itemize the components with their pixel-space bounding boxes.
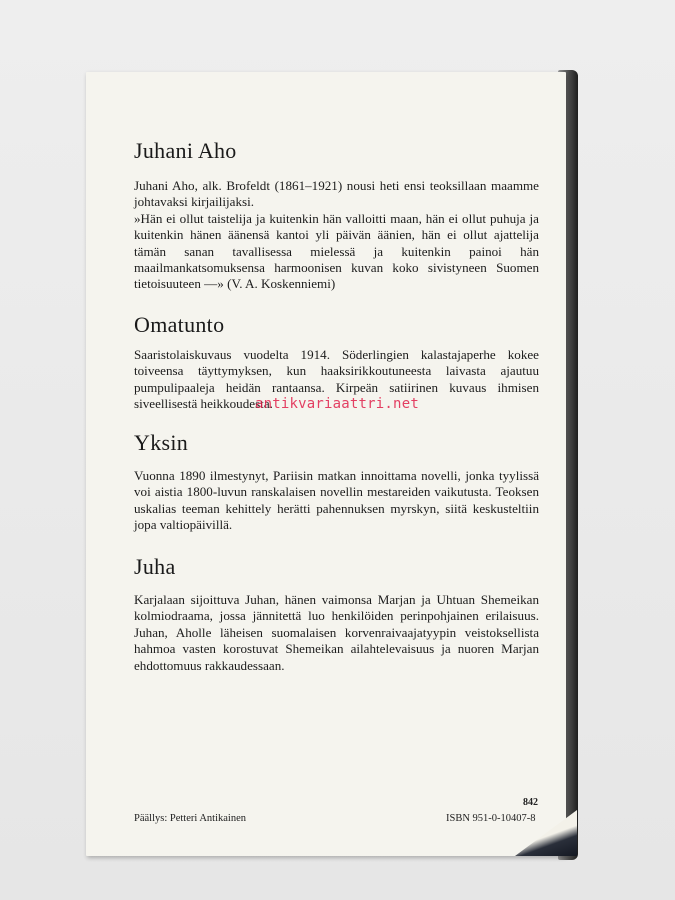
section-author bbox=[134, 138, 539, 293]
cover-credit: Päällys: Petteri Antikainen bbox=[134, 813, 246, 824]
section-heading-yksin: Yksin bbox=[134, 430, 189, 455]
yksin-description: Vuonna 1890 ilmestynyt, Pariisin matkan innoittama novelli, jonka tyylissä voi aistia 1800-luvun ranskalaisen novellin mestareiden vaikutusta. Teoksen uskalias teeman kehittely herätti pahennuksen myrskyn, siitä keskusteltiin jopa valtiopäivillä. bbox=[134, 468, 539, 533]
series-number: 842 bbox=[523, 797, 538, 808]
omatunto-description: Saaristolaiskuvaus vuodelta 1914. Söderlingien kalastajaperhe kokee toiveensa täyttymyksen, kun haaksirikkoutuneesta laivasta ajautuu pumpulipaaleja heidän rantaansa. Kirpeän satiirinen kuvaus ihmisen siveellisestä heikkoudesta. bbox=[134, 347, 539, 412]
isbn: ISBN 951-0-10407-8 bbox=[446, 813, 536, 824]
juha-description: Karjalaan sijoittuva Juhan, hänen vaimonsa Marjan ja Uhtuan Shemeikan kolmiodraama, jossa jännitettä luo henkilöiden perinpohjainen erilaisuus. Juhan, Aholle läheisen suomalaisen korvenraivaajatyypin veistoksellista hahmoa vasten korostuvat Shemeikan ailahtelevaisuus ja nuoren Marjan ehdottomuus rakkaudessaan. bbox=[134, 592, 539, 673]
section-yksin bbox=[134, 430, 539, 534]
author-bio-paragraph: Juhani Aho, alk. Brofeldt (1861–1921) nousi heti ensi teoksillaan maamme johtavaksi kirjailijaksi. bbox=[134, 178, 539, 210]
section-heading-author: Juhani Aho bbox=[134, 138, 237, 163]
author-quote-paragraph: »Hän ei ollut taistelija ja kuitenkin hän valloitti maan, hän ei ollut puhuja ja kuitenkin hänen äänensä kantoi yli päivän äänien, hän ei ollut ajattelija tämän sanan tavallisessa mielessä ja kuitenkin painoi hän maailmankatsomuksensa harmoonisen kuvan koko sivistyneen Suomen tietoisuuteen —» (V. A. Koskenniemi) bbox=[134, 210, 539, 292]
site-watermark: antikvariaattri.net bbox=[255, 396, 419, 412]
section-heading-juha: Juha bbox=[134, 554, 176, 579]
section-juha bbox=[134, 554, 539, 674]
section-heading-omatunto: Omatunto bbox=[134, 312, 225, 337]
